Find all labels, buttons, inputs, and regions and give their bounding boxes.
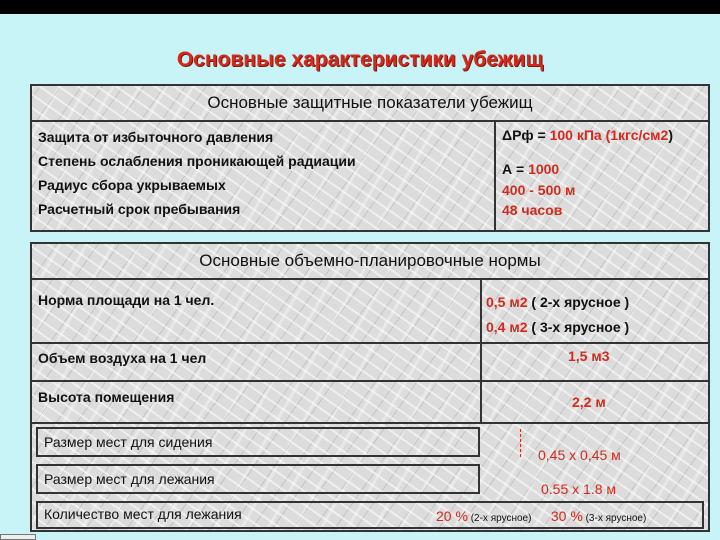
count-3tier-note: (3-х ярусное) bbox=[582, 513, 647, 524]
overpressure-suffix: ) bbox=[668, 127, 673, 143]
area-3tier-note: ( 3-х ярусное ) bbox=[527, 319, 630, 335]
label-area-norm bbox=[38, 292, 214, 308]
area-3tier-value: 0,4 м2 bbox=[486, 319, 528, 335]
overpressure-value: 100 кПа (1кгс/см2 bbox=[549, 127, 669, 143]
planning-norms-block bbox=[30, 242, 710, 532]
divider-height-seats bbox=[32, 422, 708, 424]
block2-divider-top bbox=[480, 278, 482, 424]
count-2tier-note: (2-х ярусное) bbox=[467, 513, 532, 524]
count-3tier-value: 30 % bbox=[550, 508, 583, 524]
overpressure-prefix: ΔРф = bbox=[502, 127, 550, 143]
area-norm-text: Норма площади на 1 чел. bbox=[38, 292, 215, 308]
value-overpressure bbox=[502, 127, 673, 143]
value-seat-size: 0,45 х 0,45 м bbox=[538, 447, 621, 463]
divider-air-height bbox=[32, 380, 708, 382]
value-attenuation bbox=[502, 161, 559, 177]
label-radius: Радиус сбора укрываемых bbox=[38, 177, 226, 193]
slide-title: Основные характеристики убежищ bbox=[176, 48, 544, 71]
label-overpressure: Защита от избыточного давления bbox=[38, 129, 274, 145]
label-seat-size: Размер мест для сидения bbox=[44, 434, 213, 450]
area-2tier-value: 0,5 м2 bbox=[486, 294, 528, 310]
value-lying-size: 0.55 х 1.8 м bbox=[541, 481, 617, 497]
attenuation-value: 1000 bbox=[528, 161, 560, 177]
value-area-3tier bbox=[486, 319, 629, 335]
count-2tier-value: 20 % bbox=[436, 508, 468, 524]
label-air-volume: Объем воздуха на 1 чел bbox=[38, 350, 207, 366]
label-lying-count: Количество мест для лежания bbox=[44, 506, 242, 522]
area-2tier-note: ( 2-х ярусное ) bbox=[527, 294, 630, 310]
label-room-height: Высота помещения bbox=[38, 389, 175, 405]
value-area-2tier bbox=[486, 294, 629, 310]
value-lying-count bbox=[436, 508, 646, 524]
protection-indicators-header: Основные защитные показатели убежищ bbox=[32, 86, 708, 122]
protection-indicators-block bbox=[30, 84, 710, 232]
label-lying-size: Размер мест для лежания bbox=[44, 471, 215, 487]
top-black-bar bbox=[0, 0, 720, 14]
red-tick-mark bbox=[520, 429, 522, 457]
block1-divider bbox=[494, 120, 496, 232]
planning-norms-header: Основные объемно-планировочные нормы bbox=[32, 244, 708, 280]
attenuation-prefix: А = bbox=[502, 161, 529, 177]
value-duration: 48 часов bbox=[502, 202, 563, 218]
label-duration: Расчетный срок пребывания bbox=[38, 201, 241, 217]
value-air-volume: 1,5 м3 bbox=[568, 348, 610, 364]
footer-slide-marker bbox=[0, 534, 36, 540]
value-room-height: 2,2 м bbox=[572, 394, 606, 410]
label-radiation: Степень ослабления проникающей радиации bbox=[38, 153, 356, 169]
divider-area-air bbox=[32, 342, 708, 344]
value-radius: 400 - 500 м bbox=[502, 182, 576, 198]
